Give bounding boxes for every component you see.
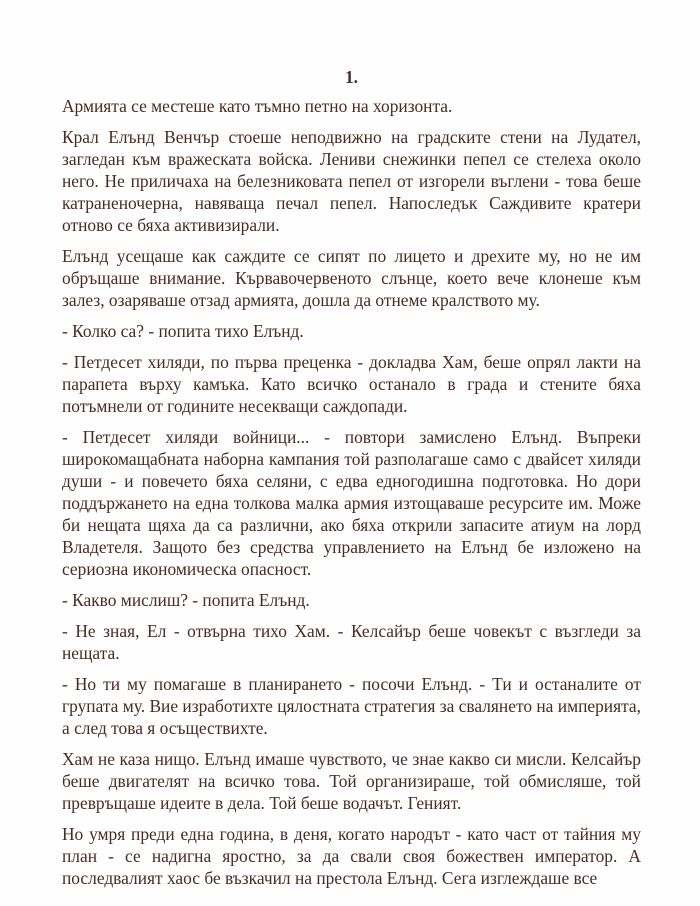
paragraph: Но умря преди една година, в деня, когато народът - като част от тайния му план - се надигна яростно, за да свали своя божествен император. А последвалият хаос бе възкачил на престола Елънд. Сега изглеждаше все	[62, 824, 641, 888]
paragraph: - Петдесет хиляди, по първа преценка - докладва Хам, беше опрял лакти на парапета върху камъка. Като всичко останало в града и стените бяха потъмнели от годините несекващи саждопади.	[62, 352, 641, 416]
paragraph: Елънд усещаше как саждите се сипят по лицето и дрехите му, но не им обръщаше внимание. Кървавочервеното слънце, което вече клонеше към залез, озаряваше отзад армията, дошла да отнеме кралството му.	[62, 246, 641, 310]
page-content	[62, 66, 641, 889]
paragraph: - Петдесет хиляди войници... - повтори замислено Елънд. Въпреки широкомащабната наборна кампания той разполагаше само с двайсет хиляди души - и повечето бяха селяни, с едва едногодишна подготовка. Но дори поддържането на една толкова малка армия изтощаваше ресурсите им. Може би нещата щяха да са различни, ако бяха открили запасите атиум на лорд Владетеля. Защото без средства управлението на Елънд бе изложено на сериозна икономическа опасност.	[62, 427, 641, 579]
paragraph: Хам не каза нищо. Елънд имаше чувството, че знае какво си мисли. Келсайър беше двигателят на всичко това. Той организираше, той обмисляше, той превръщаше идеите в дела. Той беше водачът. Геният.	[62, 749, 641, 813]
paragraph: - Колко са? - попита тихо Елънд.	[62, 321, 304, 341]
paragraph: Армията се местеше като тъмно петно на хоризонта.	[62, 96, 453, 116]
paragraph: Крал Елънд Венчър стоеше неподвижно на градските стени на Лудател, загледан към вражеската войска. Лениви снежинки пепел се стелеха около него. Не приличаха на белезниковата пепел от изгорели въглени - това беше катраненочерна, навяваща печал пепел. Напоследък Саждивите кратери отново се бяха активизирали.	[62, 127, 641, 235]
paragraph: - Но ти му помагаше в планирането - посочи Елънд. - Ти и останалите от групата му. Вие изработихте цялостната стратегия за свалянето на империята, а след това я осъществихте.	[62, 674, 641, 738]
chapter-title: 1.	[344, 67, 359, 87]
paragraph: - Какво мислиш? - попита Елънд.	[62, 590, 310, 610]
paragraph: - Не зная, Ел - отвърна тихо Хам. - Келсайър беше човекът с възгледи за нещата.	[62, 621, 641, 663]
